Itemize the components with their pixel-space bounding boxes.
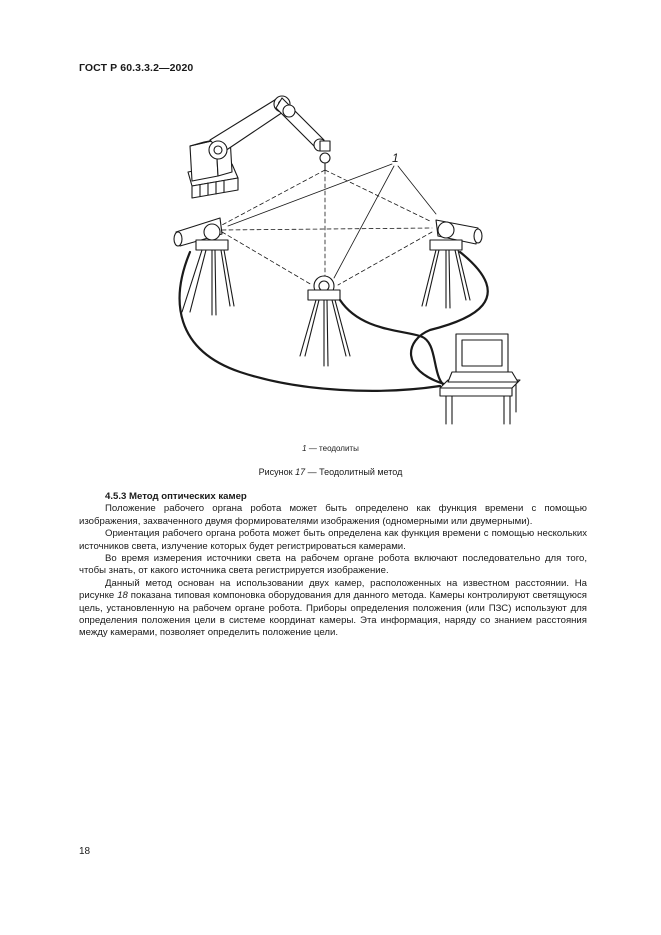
sight-lines: [222, 170, 432, 285]
caption-number: 17: [295, 467, 306, 477]
legend-number: 1: [302, 444, 307, 453]
paragraph-3: Во время измерения источники света на рабочем органе робота включают последовательно для того, чтобы знать, от какого источника света регистрируется изображение.: [79, 553, 587, 577]
theodolite-method-figure: [150, 88, 530, 440]
left-theodolite: [174, 218, 234, 315]
section-heading: 4.5.3 Метод оптических камер: [105, 491, 247, 502]
paragraph-4-part-b: показана типовая компоновка оборудования для данного метода. Камеры контролируют светящуюся цель, установленную на рабочем органе робота. Приборы определения положения (или ПЗС) используют для определения положения цели в системе координат камеры. Эта информация, наряду со знанием расстояния между камерами, позволяет определить положение цели.: [79, 590, 587, 639]
legend-text: — теодолиты: [306, 444, 359, 453]
figure-callout-1: 1: [392, 151, 399, 165]
figure-caption: [0, 467, 661, 477]
computer-on-table: [440, 334, 520, 424]
paragraph-2: Ориентация рабочего органа робота может быть определена как функция времени с помощью нескольких источников света, излучение которых будет регистрироваться камерами.: [79, 528, 587, 552]
caption-prefix: Рисунок: [258, 467, 296, 477]
callout-leaders: [228, 164, 436, 278]
paragraph-4-part-a: Данный метод основан на использовании двух камер, расположенных на известном расстоянии. На рисунке: [79, 577, 587, 602]
center-theodolite: [300, 276, 350, 366]
document-header: ГОСТ Р 60.3.3.2—2020: [79, 62, 194, 74]
page-number: 18: [79, 846, 91, 857]
paragraph-4: [79, 578, 587, 640]
figure-legend: [0, 444, 661, 453]
paragraph-1: Положение рабочего органа робота может быть определено как функция времени с помощью изображения, захваченного двумя формирователями изображения (одномерными или двумерными).: [79, 503, 587, 527]
section-text: [79, 491, 587, 640]
caption-suffix: — Теодолитный метод: [305, 467, 403, 477]
cables: [180, 252, 488, 391]
figure-reference: 18: [117, 590, 128, 602]
